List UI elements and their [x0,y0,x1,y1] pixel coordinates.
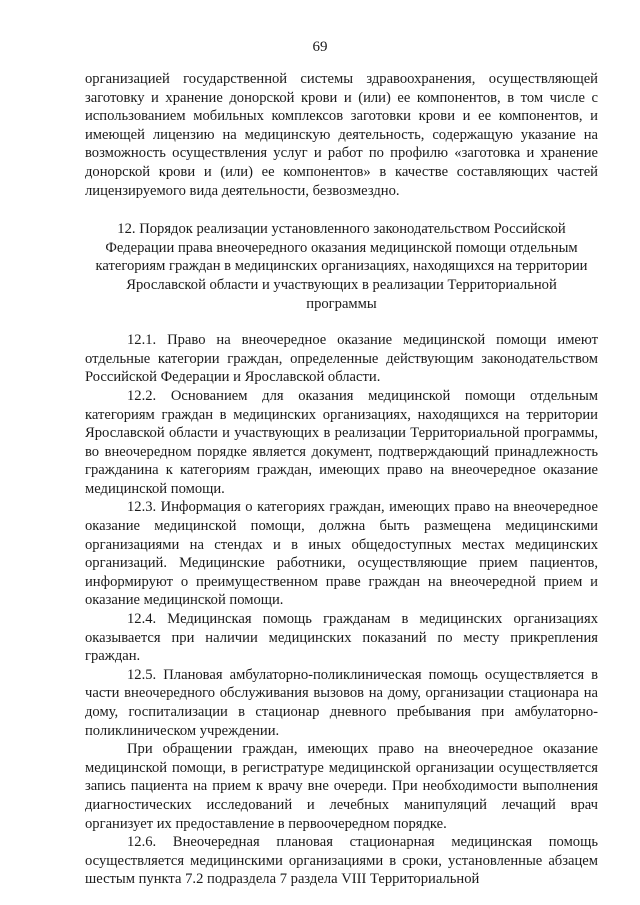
paragraph-12-5: 12.5. Плановая амбулаторно-поликлиническая помощь осуществляется в части внеочередного обслуживания вызовов на дому, организации стационара на дому, госпитализации в стационар дневного пребывания при амбулаторно-поликлиническом учреждении. [85,666,598,739]
paragraph-12-3: 12.3. Информация о категориях граждан, имеющих право на внеочередное оказание медицинской помощи, должна быть размещена медицинскими организациями на стендах и в иных общедоступных местах медицинских организаций. Медицинские работники, осуществляющие прием пациентов, информируют о преимущественном праве граждан на внеочередной прием и оказание медицинской помощи. [85,499,598,609]
paragraph-12-1: 12.1. Право на внеочередное оказание медицинской помощи имеют отдельные категории граждан, определенные действующим законодательством Российской Федерации и Ярославской области. [85,332,598,386]
document-body [85,70,598,889]
paragraph-12-2: 12.2. Основанием для оказания медицинской помощи отдельным категориям граждан в медицинских организациях, находящихся на территории Ярославской области и участвующих в реализации Территориальной программы, во внеочередном порядке является документ, подтверждающий принадлежность гражданина к категориям граждан, имеющих право на внеочередное оказание медицинской помощи. [85,387,598,497]
page-number: 69 [312,39,328,55]
paragraph-12-4: 12.4. Медицинская помощь гражданам в медицинских организациях оказывается при наличии медицинских показаний по месту прикрепления граждан. [85,611,598,665]
paragraph-12-5-continued: При обращении граждан, имеющих право на внеочередное оказание медицинской помощи, в регистратуре медицинской организации осуществляется запись пациента на прием к врачу вне очереди. При необходимости выполнения диагностических исследований и лечебных манипуляций лечащий врач организует их предоставление в первоочередном порядке. [85,741,598,832]
section-heading: 12. Порядок реализации установленного законодательством Российской Федерации права внеочередного оказания медицинской помощи отдельным категориям граждан в медицинских организациях, находящихся на территории Ярославской области и участвующих в реализации Территориальной программы [95,221,588,312]
intro-paragraph: организацией государственной системы здравоохранения, осуществляющей заготовку и хранение донорской крови и (или) ее компонентов, в том числе с использованием мобильных комплексов заготовки крови и ее компонентов, и имеющей лицензию на медицинскую деятельность, содержащую указание на возможность осуществления услуг и работ по профилю «заготовка и хранение донорской крови и (или) ее компонентов» в качестве составляющих частей лицензируемого вида деятельности, безвозмездно. [85,71,598,199]
paragraph-12-6: 12.6. Внеочередная плановая стационарная медицинская помощь осуществляется медицинскими организациями в сроки, установленные абзацем шестым пункта 7.2 подраздела 7 раздела VIII Территориальной [85,834,598,888]
